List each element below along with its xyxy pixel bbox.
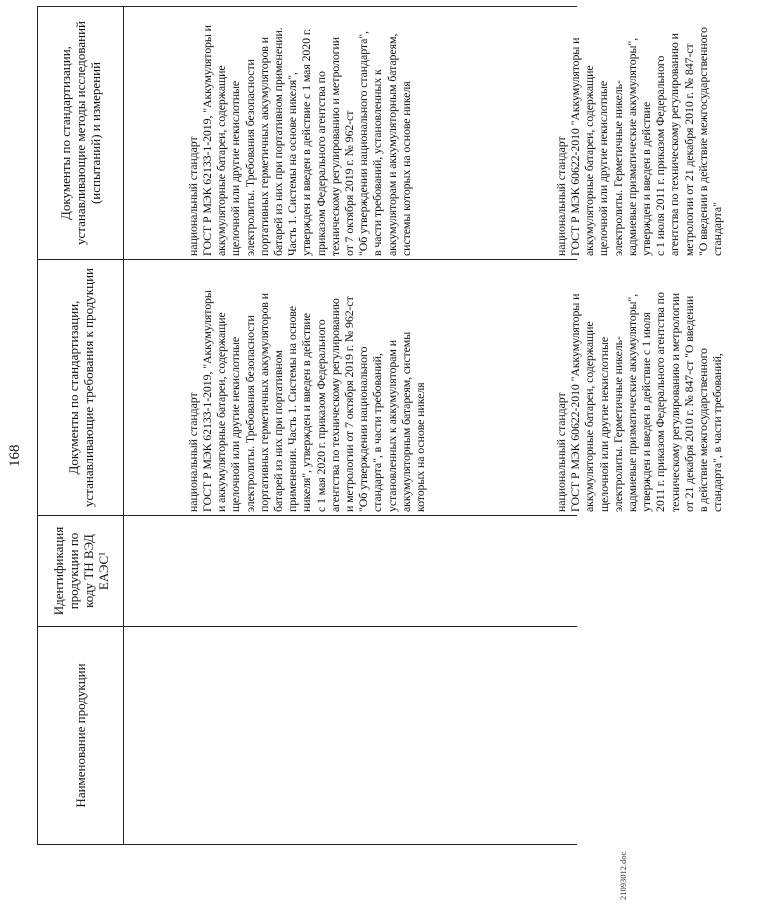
footer-filename: 21093012.doc — [618, 851, 628, 900]
column-border — [124, 626, 577, 627]
requirement-doc-gost-60622: национальный стандарт ГОСТ Р МЭК 60622-2010 "Аккумуляторы и аккумуляторные батареи, содержащие щелочной или другие некислотные электролиты. Герметичные никель- кадмиевые призматические аккумуляторы", утвержден и введен в действие с 1 июля 2011 г. приказом Федерального агентства по техническому регулированию и метрологии от 21 декабря 2010 г. № 847-ст "О введении в действие межгосударственного стандарта", в части требований, — [553, 292, 725, 512]
standards-table — [37, 6, 725, 845]
header-requirement-docs: Документы по стандартизации, устанавливающие требования к продукции — [37, 260, 124, 516]
column-border — [124, 259, 577, 260]
requirement-doc-gost-62133: национальный стандарт ГОСТ Р МЭК 62133-1-2019, "Аккумуляторы и аккумуляторные батареи, содержащие щелочной или другие некислотные электролиты. Требования безопасности портативных герметичных аккумуляторов и батарей из них при портативном применении. Часть 1. Системы на основе никеля", утвержден и введен в действие с 1 мая 2020 г. приказом Федерального агентства по техническому регулированию и метрологии от 7 октября 2019 г. № 962-ст "Об утверждении национального стандарта", в части требований, установленных к аккумуляторам и аккумуляторным батареям, системы которых на основе никеля — [185, 290, 428, 512]
header-method-docs: Документы по стандартизации, устанавливающие методы исследований (испытаний) и измерений — [37, 6, 124, 260]
page-number: 168 — [7, 444, 23, 467]
header-product-name: Наименование продукции — [37, 627, 124, 845]
method-docs-cell — [129, 8, 781, 256]
column-border — [124, 844, 577, 845]
header-tnved-code: Идентификация продукции по коду ТН ВЭД ЕАЭС¹ — [37, 516, 124, 627]
method-doc-gost-62133: национальный стандарт ГОСТ Р МЭК 62133-1-2019, "Аккумуляторы и аккумуляторные батареи, содержащие щелочной или другие некислотные электролиты. Требования безопасности портативных герметичных аккумуляторов и батарей из них при портативном применении. Часть 1. Системы на основе никеля", утвержден и введен в действие с 1 мая 2020 г. приказом Федерального агентства по техническому регулированию и метрологии от 7 октября 2019 г. № 962-ст "Об утверждении национального стандарта", в части требований, установленных к аккумуляторам и аккумуляторным батареям, системы которых на основе никеля — [185, 25, 413, 256]
column-border — [124, 515, 577, 516]
column-border — [124, 6, 577, 7]
requirement-docs-cell — [129, 262, 781, 512]
method-doc-gost-60622: национальный стандарт ГОСТ Р МЭК 60622-2010 "Аккумуляторы и аккумуляторные батареи, содержащие щелочной или другие некислотные электролиты. Герметичные никель- кадмиевые призматические аккумуляторы", утвержден и введен в действие с 1 июля 2011 г. приказом Федерального агентства по техническому регулированию и метрологии от 21 декабря 2010 г. № 847-ст "О введении в действие межгосударственного стандарта" — [553, 27, 724, 256]
